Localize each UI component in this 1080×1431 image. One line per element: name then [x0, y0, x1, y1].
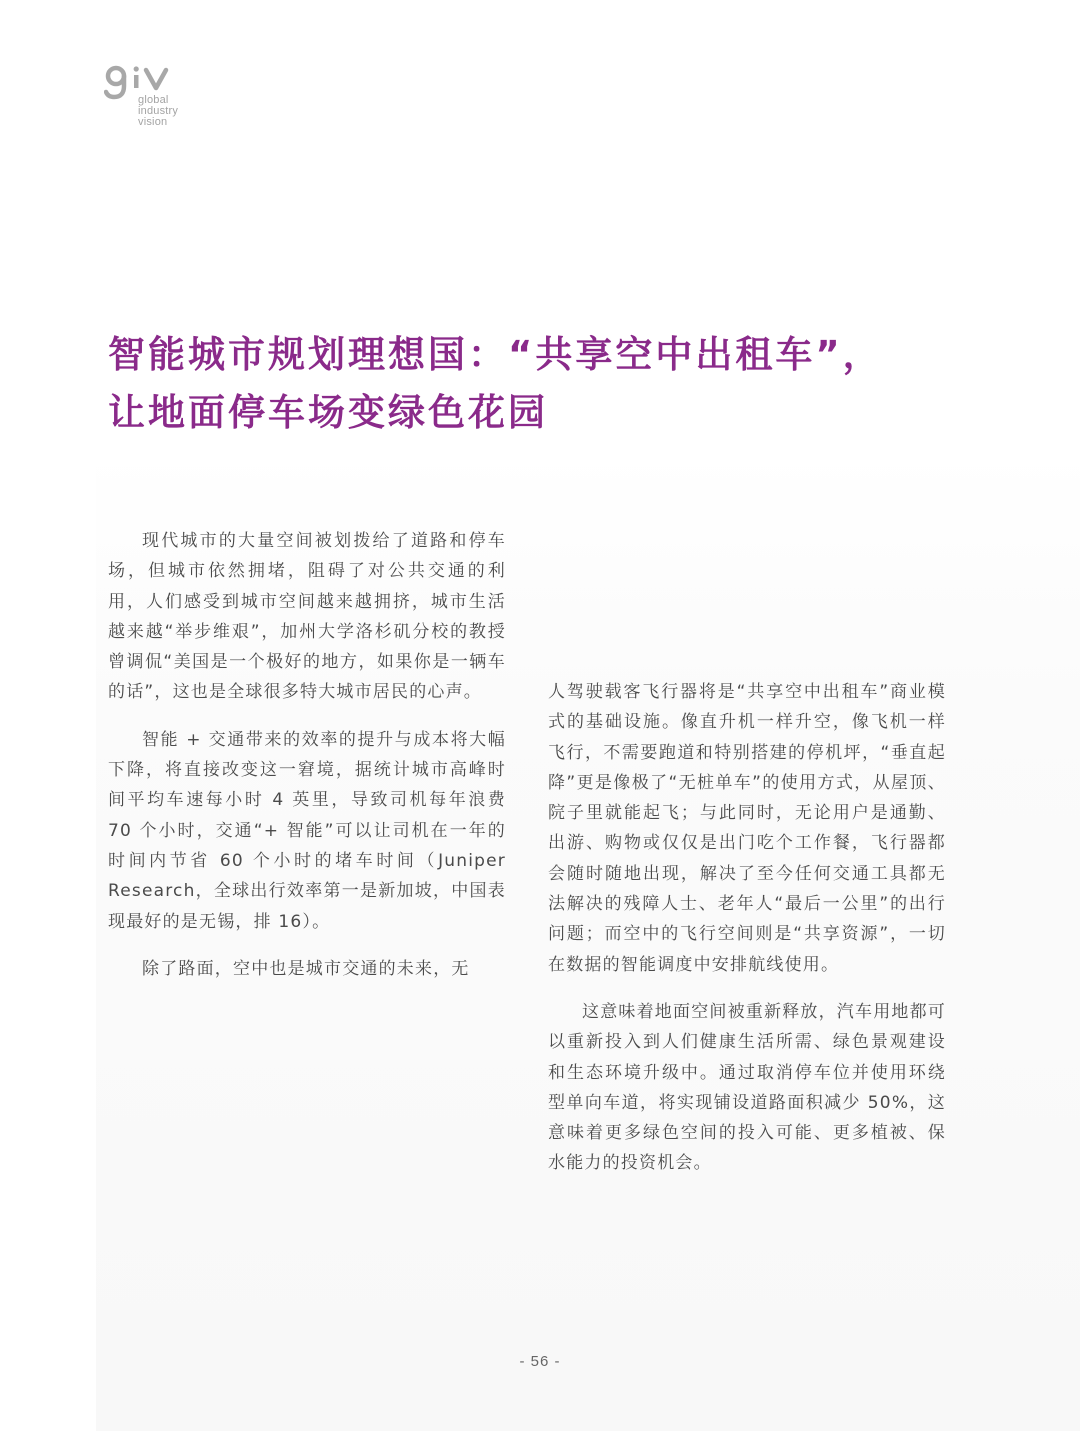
left-paragraph-1: 现代城市的大量空间被划拨给了道路和停车场，但城市依然拥堵，阻碍了对公共交通的利用，人们感受到城市空间越来越拥挤，城市生活越来越“举步维艰”，加州大学洛杉矶分校的教授曾调侃“美国是一个极好的地方，如果你是一辆车的话”，这也是全球很多特大城市居民的心声。: [108, 531, 506, 703]
left-paragraph-2: 智能 + 交通带来的效率的提升与成本将大幅下降，将直接改变这一窘境，据统计城市高峰时间平均车速每小时 4 英里，导致司机每年浪费 70 个小时，交通“+ 智能”可以让司机在一年的时间内节省 60 个小时的堵车时间（Juniper Research，全球出行效率第一是新加坡，中国表现最好的是无锡，排 16）。: [108, 729, 506, 932]
logo-line-global: global: [138, 94, 169, 106]
right-paragraph-2: 这意味着地面空间被重新释放，汽车用地都可以重新投入到人们健康生活所需、绿色景观建设和生态环境升级中。通过取消停车位并使用环绕型单向车道，将实现铺设道路面积减少 50%，这意味着更多绿色空间的投入可能、更多植被、保水能力的投资机会。: [548, 1001, 946, 1174]
logo-line-vision: vision: [138, 116, 168, 128]
logo-line-industry: industry: [138, 105, 179, 117]
right-paragraph-1: 人驾驶载客飞行器将是“共享空中出租车”商业模式的基础设施。像直升机一样升空，像飞机一样飞行，不需要跑道和特别搭建的停机坪，“垂直起降”更是像极了“无桩单车”的使用方式，从屋顶、院子里就能起飞；与此同时，无论用户是通勤、出游、购物或仅仅是出门吃个工作餐，飞行器都会随时随地出现，解决了至今任何交通工具都无法解决的残障人士、老年人“最后一公里”的出行问题；而空中的飞行空间则是“共享资源”，一切在数据的智能调度中安排航线使用。: [548, 682, 946, 975]
article-title: [108, 326, 988, 442]
page-number: - 56 -: [519, 1353, 561, 1370]
logo-wordmark: [138, 95, 178, 128]
title-line-2: 让地面停车场变绿色花园: [108, 391, 548, 434]
left-paragraph-3: 除了路面，空中也是城市交通的未来，无: [142, 958, 470, 979]
right-text-column: [548, 677, 946, 1179]
giv-logo: [104, 64, 204, 136]
left-text-column: [108, 526, 506, 984]
title-line-1: 智能城市规划理想国：“共享空中出租车”，: [108, 333, 883, 376]
